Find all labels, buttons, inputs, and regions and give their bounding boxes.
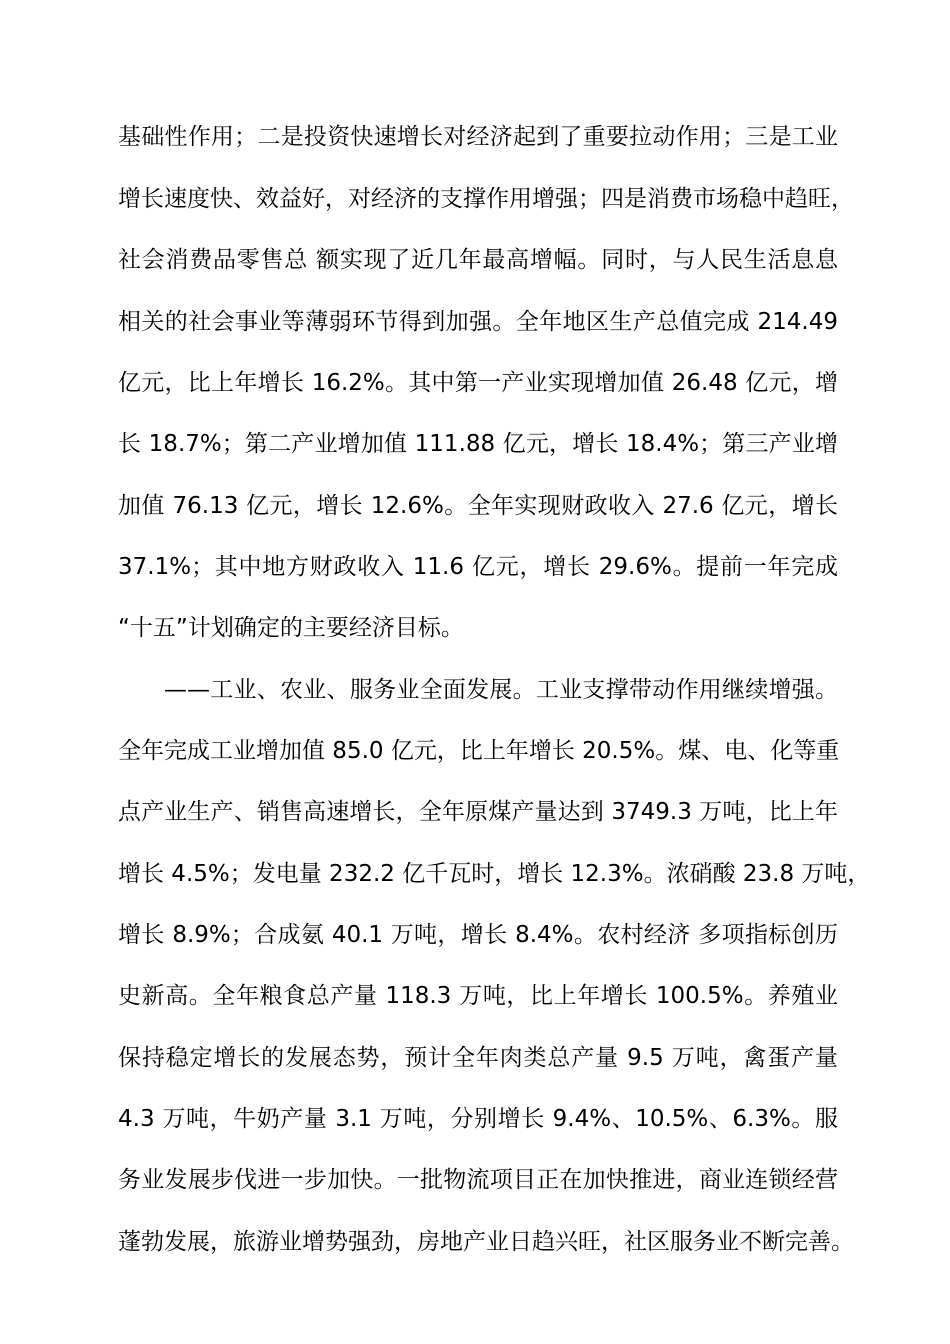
text-line: 4.3 万吨，牛奶产量 3.1 万吨，分别增长 9.4%、10.5%、6.3%。服 bbox=[118, 1106, 838, 1132]
text-line: 保持稳定增长的发展态势，预计全年肉类总产量 9.5 万吨，禽蛋产量 bbox=[118, 1045, 838, 1071]
text-line: 增长 4.5%；发电量 232.2 亿千瓦时，增长 12.3%。浓硝酸 23.8 万吨， bbox=[118, 861, 871, 887]
text-line: 长 18.7%；第二产业增加值 111.88 亿元，增长 18.4%；第三产业增 bbox=[118, 431, 838, 457]
text-line: 增长速度快、效益好，对经济的支撑作用增强；四是消费市场稳中趋旺， bbox=[118, 186, 854, 212]
text-line: 社会消费品零售总 额实现了近几年最高增幅。同时，与人民生活息息 bbox=[118, 247, 838, 273]
text-line: 基础性作用；二是投资快速增长对经济起到了重要拉动作用；三是工业 bbox=[118, 124, 838, 150]
paragraph-start-line: ——工业、农业、服务业全面发展。工业支撑带动作用继续增强。 bbox=[164, 677, 838, 703]
text-line: 全年完成工业增加值 85.0 亿元，比上年增长 20.5%。煤、电、化等重 bbox=[118, 738, 840, 764]
text-line: 点产业生产、销售高速增长，全年原煤产量达到 3749.3 万吨，比上年 bbox=[118, 799, 838, 825]
text-line: 务业发展步伐进一步加快。一批物流项目正在加快推进，商业连锁经营 bbox=[118, 1167, 838, 1193]
text-line: 37.1%；其中地方财政收入 11.6 亿元，增长 29.6%。提前一年完成 bbox=[118, 554, 838, 580]
text-line: 增长 8.9%；合成氨 40.1 万吨，增长 8.4%。农村经济 多项指标创历 bbox=[118, 922, 838, 948]
text-line: 加值 76.13 亿元，增长 12.6%。全年实现财政收入 27.6 亿元，增长 bbox=[118, 493, 838, 519]
text-line: 亿元，比上年增长 16.2%。其中第一产业实现增加值 26.48 亿元，增 bbox=[118, 370, 838, 396]
text-line: “十五”计划确定的主要经济目标。 bbox=[118, 615, 464, 641]
text-line: 蓬勃发展，旅游业增势强劲，房地产业日趋兴旺，社区服务业不断完善。 bbox=[118, 1229, 854, 1255]
text-line: 史新高。全年粮食总产量 118.3 万吨，比上年增长 100.5%。养殖业 bbox=[118, 983, 838, 1009]
text-line: 相关的社会事业等薄弱环节得到加强。全年地区生产总值完成 214.49 bbox=[118, 309, 838, 335]
